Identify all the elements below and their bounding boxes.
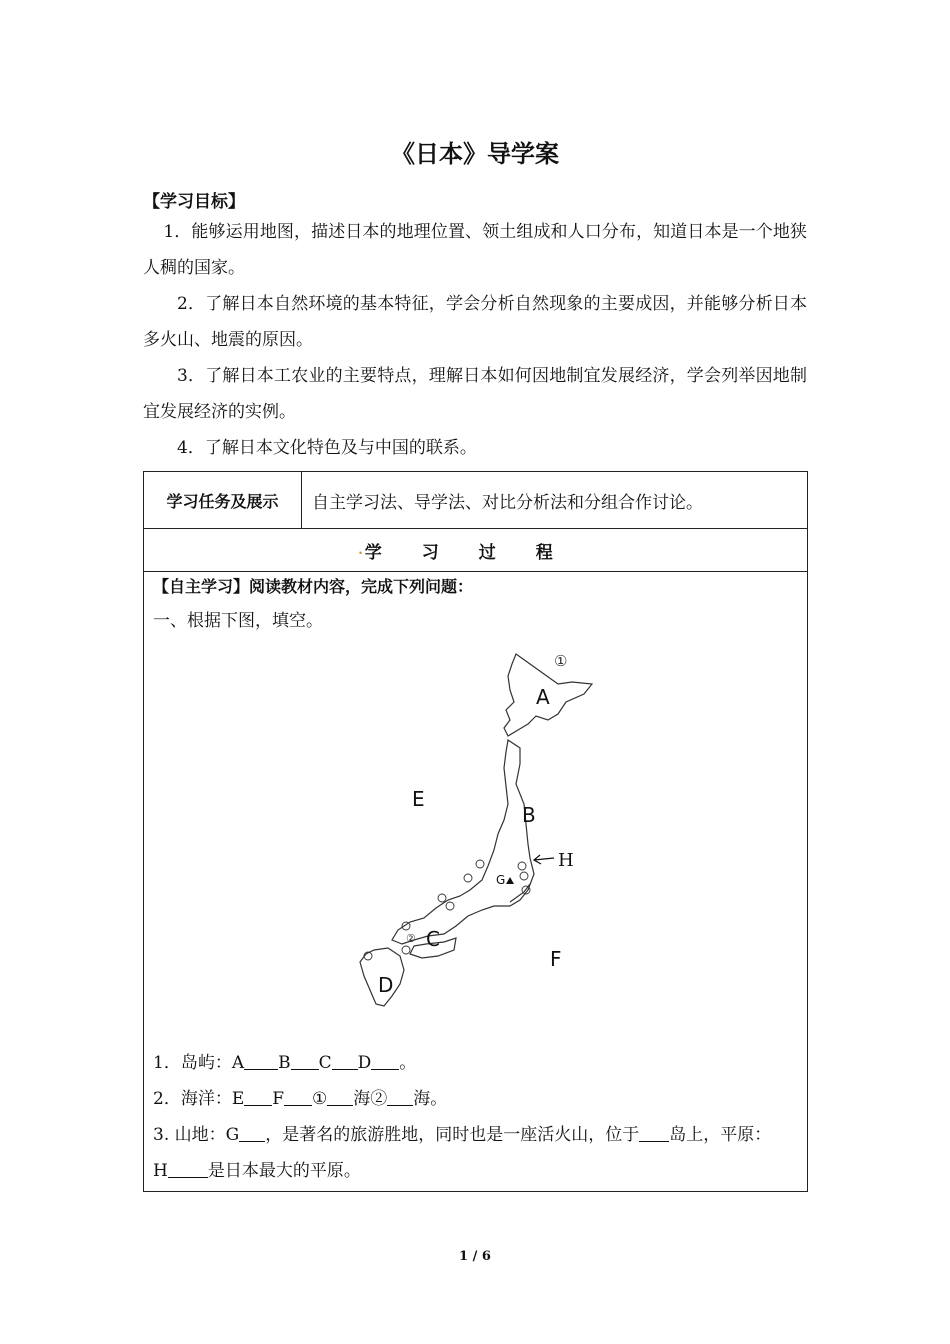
japan-map (344, 644, 624, 1024)
blank-sea1[interactable] (327, 1088, 353, 1106)
task-row (144, 472, 807, 529)
map-label-H: H (558, 850, 574, 871)
objective-2: 2．了解日本自然环境的基本特征，学会分析自然现象的主要成因，并能够分析日本多火山、地震的原因。 (143, 294, 807, 350)
map-label-2: ② (406, 932, 416, 945)
objective-1: 1．能够运用地图，描述日本的地理位置、领土组成和人口分布，知道日本是一个地狭人稠的国家。 (143, 222, 807, 278)
objectives-heading: 【学习目标】 (143, 192, 245, 212)
arrow-icon (534, 855, 554, 864)
blank-d[interactable] (371, 1052, 399, 1070)
blank-c[interactable] (332, 1052, 358, 1070)
blank-island[interactable] (639, 1124, 669, 1142)
map-label-A: A (536, 685, 550, 709)
blank-sea2[interactable] (387, 1088, 413, 1106)
city-marker (518, 862, 526, 870)
map-label-B: B (522, 803, 536, 827)
map-label-D: D (378, 973, 394, 997)
city-marker (520, 872, 528, 880)
process-row (144, 529, 807, 572)
city-marker (476, 860, 484, 868)
map-label-E: E (412, 787, 425, 811)
blank-h[interactable] (168, 1160, 208, 1178)
task-label: 学习任务及展示 (144, 472, 302, 528)
map-label-C: C (426, 927, 440, 951)
study-table (143, 471, 808, 1192)
blank-e[interactable] (244, 1088, 272, 1106)
volcano-icon (506, 877, 514, 884)
question-4: H 是日本最大的平原。 (153, 1161, 361, 1181)
map-label-1: ① (554, 652, 568, 670)
blank-g[interactable] (239, 1124, 265, 1142)
marker-dot: . (358, 543, 363, 557)
question-intro: 一、根据下图，填空。 (153, 611, 323, 631)
question-2: 2．海洋：E F ① 海② 海。 (153, 1089, 448, 1109)
question-1: 1．岛屿：A B C D 。 (153, 1053, 417, 1073)
objective-3: 3．了解日本工农业的主要特点，理解日本如何因地制宜发展经济，学会列举因地制宜发展经济的实例。 (143, 366, 807, 422)
process-label: 学习过程 (364, 542, 593, 563)
city-marker (464, 874, 472, 882)
city-marker (446, 902, 454, 910)
objective-4: 4．了解日本文化特色及与中国的联系。 (177, 438, 477, 458)
task-value: 自主学习法、导学法、对比分析法和分组合作讨论。 (312, 492, 703, 513)
city-marker (402, 946, 410, 954)
page-title: 《日本》导学案 (391, 140, 559, 168)
page-number: 1 / 6 (459, 1249, 491, 1264)
self-study-heading: 【自主学习】阅读教材内容，完成下列问题： (153, 577, 474, 596)
city-marker (438, 894, 446, 902)
map-label-F: F (550, 947, 562, 971)
blank-f[interactable] (284, 1088, 312, 1106)
blank-a[interactable] (244, 1052, 278, 1070)
blank-b[interactable] (291, 1052, 319, 1070)
map-label-G: G (496, 873, 506, 887)
question-3: 3. 山地：G ，是著名的旅游胜地，同时也是一座活火山，位于 岛上，平原： (153, 1125, 772, 1145)
honshu-outline (392, 740, 534, 944)
